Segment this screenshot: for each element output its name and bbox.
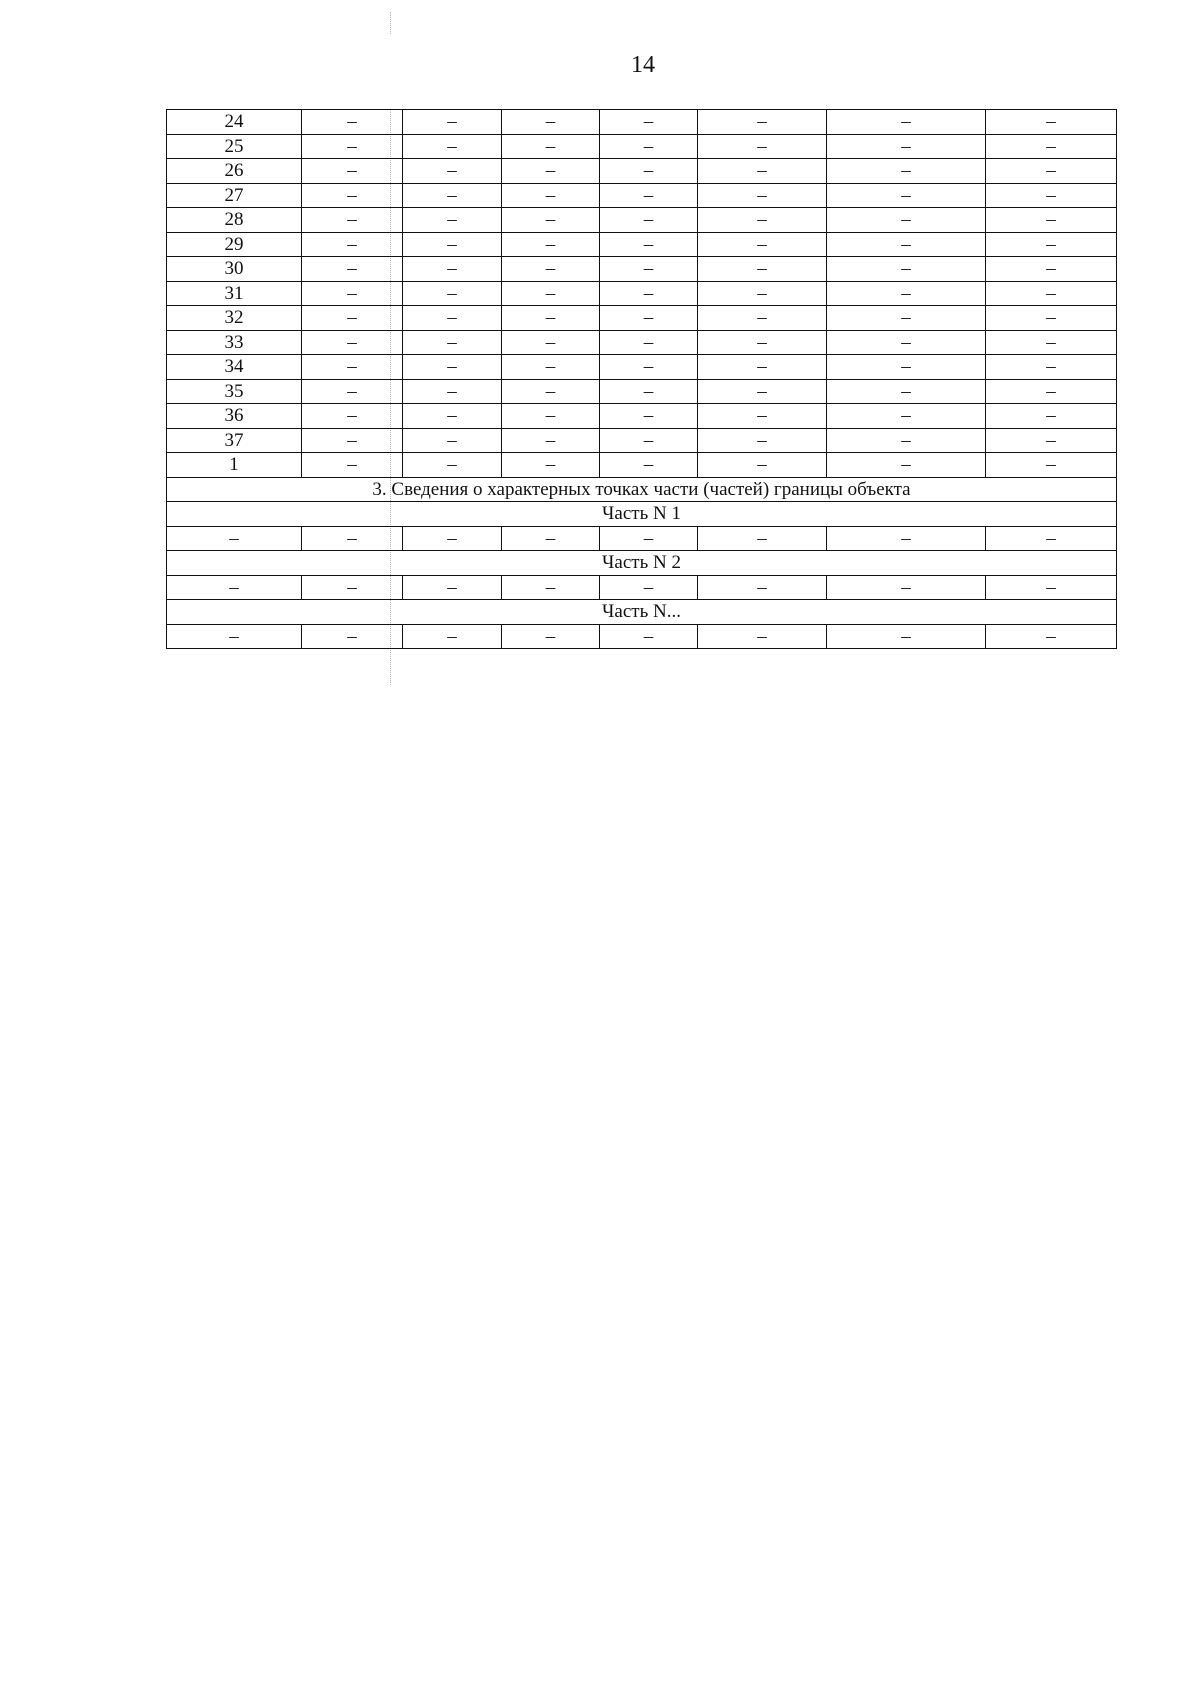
dash-cell: –	[600, 159, 698, 184]
dash-cell: –	[827, 428, 986, 453]
dash-cell: –	[827, 404, 986, 429]
dash-cell: –	[302, 232, 403, 257]
point-number-cell: 29	[167, 232, 302, 257]
dash-cell: –	[986, 453, 1117, 478]
dash-cell: –	[600, 526, 698, 551]
dash-cell: –	[827, 453, 986, 478]
point-number-cell: 25	[167, 134, 302, 159]
dash-cell: –	[698, 159, 827, 184]
dash-cell: –	[986, 159, 1117, 184]
dash-cell: –	[827, 281, 986, 306]
table-row	[167, 232, 1117, 257]
point-number-cell: 30	[167, 257, 302, 282]
point-number-cell: 1	[167, 453, 302, 478]
dash-cell: –	[600, 306, 698, 331]
dash-cell: –	[986, 183, 1117, 208]
table-row	[167, 159, 1117, 184]
dash-cell: –	[502, 208, 600, 233]
dash-cell: –	[403, 134, 502, 159]
dash-cell: –	[698, 232, 827, 257]
point-number-cell: 27	[167, 183, 302, 208]
dash-cell: –	[827, 183, 986, 208]
dash-cell: –	[502, 404, 600, 429]
dash-cell: –	[600, 453, 698, 478]
dash-cell: –	[698, 257, 827, 282]
dash-cell: –	[302, 110, 403, 135]
dash-cell: –	[986, 232, 1117, 257]
point-number-cell: 32	[167, 306, 302, 331]
dash-cell: –	[600, 232, 698, 257]
point-number-cell: 33	[167, 330, 302, 355]
dash-cell: –	[403, 232, 502, 257]
dash-cell: –	[403, 355, 502, 380]
dash-cell: –	[302, 526, 403, 551]
dash-cell: –	[600, 330, 698, 355]
dash-cell: –	[403, 159, 502, 184]
dash-cell: –	[986, 355, 1117, 380]
dash-cell: –	[302, 355, 403, 380]
dash-cell: –	[986, 575, 1117, 600]
dash-cell: –	[302, 134, 403, 159]
dash-cell: –	[600, 428, 698, 453]
dash-cell: –	[986, 526, 1117, 551]
dash-cell: –	[403, 110, 502, 135]
dash-cell: –	[698, 183, 827, 208]
dash-cell: –	[698, 110, 827, 135]
dash-cell: –	[502, 183, 600, 208]
dash-cell: –	[502, 624, 600, 649]
point-number-cell: 37	[167, 428, 302, 453]
table-row	[167, 183, 1117, 208]
dash-cell: –	[502, 110, 600, 135]
dash-cell: –	[986, 208, 1117, 233]
dash-cell: –	[302, 379, 403, 404]
dash-cell: –	[827, 575, 986, 600]
dash-cell: –	[986, 281, 1117, 306]
dash-cell: –	[403, 306, 502, 331]
point-number-cell: 28	[167, 208, 302, 233]
table-row	[167, 257, 1117, 282]
table-row	[167, 453, 1117, 478]
dash-cell: –	[302, 428, 403, 453]
dash-cell: –	[698, 428, 827, 453]
dash-cell: –	[302, 453, 403, 478]
dash-cell: –	[827, 526, 986, 551]
table-row	[167, 600, 1117, 625]
dash-cell: –	[403, 428, 502, 453]
dash-cell: –	[698, 306, 827, 331]
dash-cell: –	[698, 624, 827, 649]
table-row	[167, 281, 1117, 306]
dash-cell: –	[502, 526, 600, 551]
dash-cell: –	[986, 306, 1117, 331]
dash-cell: –	[502, 428, 600, 453]
coordinates-table	[166, 109, 1117, 649]
dash-cell: –	[302, 159, 403, 184]
dash-cell: –	[403, 257, 502, 282]
dash-cell: –	[502, 134, 600, 159]
dash-cell: –	[827, 624, 986, 649]
table-row	[167, 379, 1117, 404]
dash-cell: –	[302, 404, 403, 429]
dash-cell: –	[502, 159, 600, 184]
part-label: Часть N 2	[167, 551, 1117, 576]
table-row	[167, 134, 1117, 159]
table-row	[167, 306, 1117, 331]
dash-cell: –	[698, 208, 827, 233]
table-row	[167, 428, 1117, 453]
dash-cell: –	[403, 624, 502, 649]
dash-cell: –	[502, 232, 600, 257]
dash-cell: –	[827, 257, 986, 282]
dash-cell: –	[302, 306, 403, 331]
dash-cell: –	[698, 379, 827, 404]
dash-cell: –	[302, 257, 403, 282]
dash-cell: –	[403, 183, 502, 208]
dash-cell: –	[403, 453, 502, 478]
dash-cell: –	[403, 575, 502, 600]
dash-cell: –	[827, 355, 986, 380]
dash-cell: –	[403, 281, 502, 306]
point-number-cell: 31	[167, 281, 302, 306]
point-number-cell: 34	[167, 355, 302, 380]
dash-cell: –	[403, 208, 502, 233]
dash-cell: –	[600, 624, 698, 649]
dash-cell: –	[502, 379, 600, 404]
dash-cell: –	[827, 159, 986, 184]
dash-cell: –	[986, 330, 1117, 355]
dash-cell: –	[502, 330, 600, 355]
dash-cell: –	[403, 379, 502, 404]
dash-cell: –	[600, 575, 698, 600]
dash-cell: –	[403, 404, 502, 429]
dash-cell: –	[502, 355, 600, 380]
dash-cell: –	[698, 404, 827, 429]
part-label: Часть N 1	[167, 502, 1117, 527]
scan-artifact-line	[390, 12, 391, 34]
point-number-cell: 35	[167, 379, 302, 404]
dash-cell: –	[827, 379, 986, 404]
page-number: 14	[631, 52, 655, 78]
dash-cell: –	[600, 355, 698, 380]
dash-cell: –	[403, 526, 502, 551]
dash-cell: –	[600, 183, 698, 208]
dash-cell: –	[827, 306, 986, 331]
table-row	[167, 624, 1117, 649]
dash-cell: –	[302, 624, 403, 649]
dash-cell: –	[986, 257, 1117, 282]
part-label: Часть N...	[167, 600, 1117, 625]
dash-cell: –	[600, 281, 698, 306]
dash-cell: –	[698, 453, 827, 478]
dash-cell: –	[698, 281, 827, 306]
dash-cell: –	[600, 379, 698, 404]
dash-cell: –	[302, 330, 403, 355]
dash-cell: –	[302, 575, 403, 600]
table-row	[167, 208, 1117, 233]
dash-cell: –	[403, 330, 502, 355]
table-row	[167, 330, 1117, 355]
table-row	[167, 110, 1117, 135]
section-title: 3. Сведения о характерных точках части (частей) границы объекта	[167, 477, 1117, 502]
dash-cell: –	[600, 208, 698, 233]
dash-cell: –	[827, 232, 986, 257]
dash-cell: –	[302, 281, 403, 306]
dash-cell: –	[502, 453, 600, 478]
dash-cell: –	[827, 134, 986, 159]
dash-cell: –	[600, 404, 698, 429]
table-row	[167, 502, 1117, 527]
dash-cell: –	[502, 306, 600, 331]
dash-cell: –	[986, 379, 1117, 404]
dash-cell: –	[698, 526, 827, 551]
point-number-cell: 36	[167, 404, 302, 429]
dash-cell: –	[167, 575, 302, 600]
dash-cell: –	[302, 208, 403, 233]
dash-cell: –	[600, 134, 698, 159]
dash-cell: –	[302, 183, 403, 208]
table-row	[167, 355, 1117, 380]
dash-cell: –	[167, 624, 302, 649]
dash-cell: –	[827, 208, 986, 233]
dash-cell: –	[502, 257, 600, 282]
dash-cell: –	[986, 428, 1117, 453]
dash-cell: –	[986, 134, 1117, 159]
table-row	[167, 551, 1117, 576]
dash-cell: –	[600, 257, 698, 282]
table-row	[167, 477, 1117, 502]
dash-cell: –	[698, 575, 827, 600]
dash-cell: –	[502, 281, 600, 306]
dash-cell: –	[827, 110, 986, 135]
dash-cell: –	[986, 404, 1117, 429]
point-number-cell: 24	[167, 110, 302, 135]
dash-cell: –	[698, 355, 827, 380]
dash-cell: –	[827, 330, 986, 355]
dash-cell: –	[167, 526, 302, 551]
dash-cell: –	[698, 330, 827, 355]
table-body	[167, 110, 1117, 649]
dash-cell: –	[600, 110, 698, 135]
dash-cell: –	[986, 624, 1117, 649]
table-row	[167, 404, 1117, 429]
dash-cell: –	[698, 134, 827, 159]
table-row	[167, 526, 1117, 551]
point-number-cell: 26	[167, 159, 302, 184]
dash-cell: –	[986, 110, 1117, 135]
table-row	[167, 575, 1117, 600]
dash-cell: –	[502, 575, 600, 600]
